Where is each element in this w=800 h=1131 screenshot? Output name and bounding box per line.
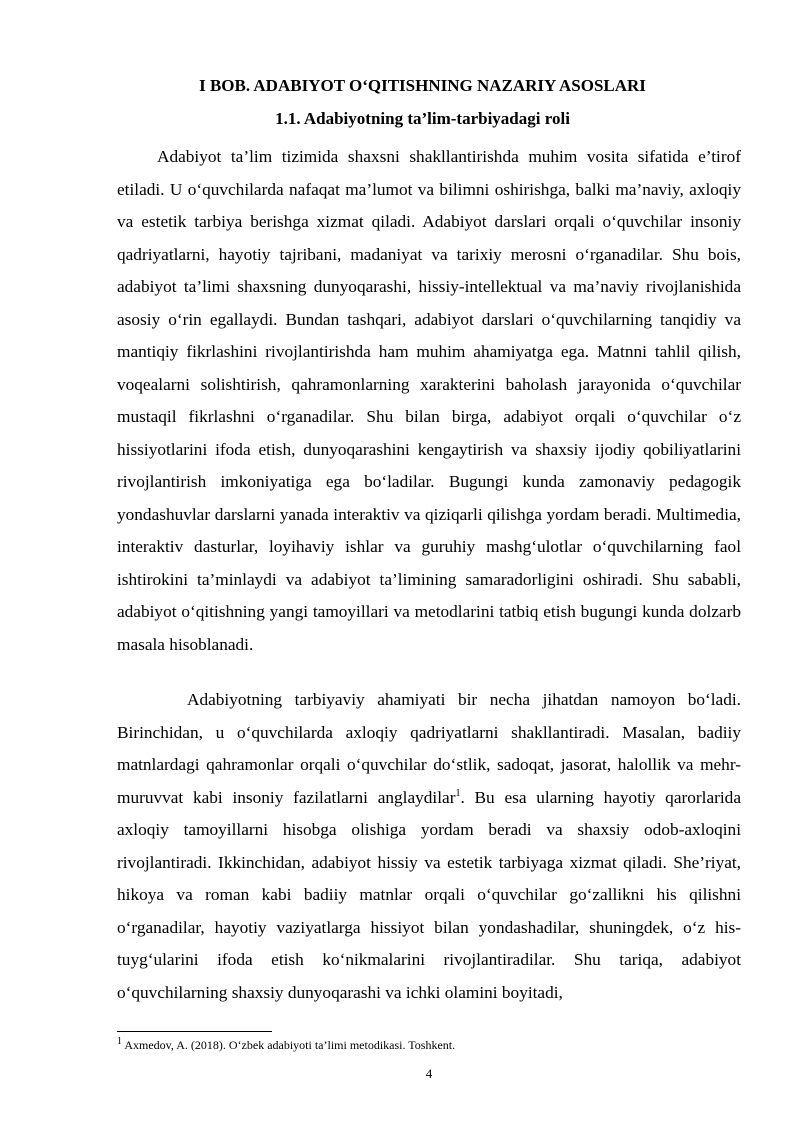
footnote-divider [117,1031,272,1032]
footnote-mark: 1 [117,1036,122,1047]
chapter-title: I BOB. ADABIYOT O‘QITISHNING NAZARIY ASOSLARI [199,76,646,95]
footnote-text: Axmedov, A. (2018). O‘zbek adabiyoti ta’limi metodikasi. Toshkent. [122,1038,456,1052]
paragraph-2 [117,684,741,1009]
footnote-reference[interactable]: 1 [455,787,461,799]
paragraph-2-part-a: Adabiyotning tarbiyaviy ahamiyati bir necha jihatdan namoyon bo‘ladi. Birinchidan, u o‘quvchilarda axloqiy qadriyatlarni shakllantiradi. Masalan, badiiy matnlardagi qahramonlar orqali o‘quvchilar do‘stlik, sadoqat, jasorat, halollik va mehr-muruvvat kabi insoniy fazilatlarni anglaydilar [117,690,741,807]
page-number: 4 [425,1066,433,1081]
section-title: 1.1. Adabiyotning ta’lim-tarbiyadagi roli [275,109,570,128]
footnote [117,1038,455,1053]
paragraph-2-part-b: . Bu esa ularning hayotiy qarorlarida axloqiy tamoyillarni hisobga olishiga yordam beradi va shaxsiy odob-axloqini rivojlantiradi. Ikkinchidan, adabiyot hissiy va estetik tarbiyaga xizmat qiladi. She’riyat, hikoya va roman kabi badiiy matnlar orqali o‘quvchilar go‘zallikni his qilishni o‘rganadilar, hayotiy vaziyatlarga hissiyot bilan yondashadilar, shuningdek, o‘z his-tuyg‘ularini ifoda etish ko‘nikmalarini rivojlantiradilar. Shu tariqa, adabiyot o‘quvchilarning shaxsiy dunyoqarashi va ichki olamini boyitadi, [117,787,741,1002]
paragraph-1: Adabiyot ta’lim tizimida shaxsni shakllantirishda muhim vosita sifatida e’tirof etiladi. U o‘quvchilarda nafaqat ma’lumot va bilimni oshirishga, balki ma’naviy, axloqiy va estetik tarbiya berishga xizmat qiladi. Adabiyot darslari orqali o‘quvchilar insoniy qadriyatlarni, hayotiy tajribani, madaniyat va tarixiy merosni o‘rganadilar. Shu bois, adabiyot ta’limi shaxsning dunyoqarashi, hissiy-intellektual va ma’naviy rivojlanishida asosiy o‘rin egallaydi. Bundan tashqari, adabiyot darslari o‘quvchilarning tanqidiy va mantiqiy fikrlashini rivojlantirishda ham muhim ahamiyatga ega. Matnni tahlil qilish, voqealarni solishtirish, qahramonlarning xarakterini baholash jarayonida o‘quvchilar mustaqil fikrlashni o‘rganadilar. Shu bilan birga, adabiyot orqali o‘quvchilar o‘z hissiyotlarini ifoda etish, dunyoqarashini kengaytirish va shaxsiy ijodiy qobiliyatlarini rivojlantirish imkoniyatiga ega bo‘ladilar. Bugungi kunda zamonaviy pedagogik yondashuvlar darslarni yanada interaktiv va qiziqarli qilishga yordam beradi. Multimedia, interaktiv dasturlar, loyihaviy ishlar va guruhiy mashg‘ulotlar o‘quvchilarning faol ishtirokini ta’minlaydi va adabiyot ta’limining samaradorligini oshiradi. Shu sababli, adabiyot o‘qitishning yangi tamoyillari va metodlarini tatbiq etish bugungi kunda dolzarb masala hisoblanadi. [117,147,741,654]
